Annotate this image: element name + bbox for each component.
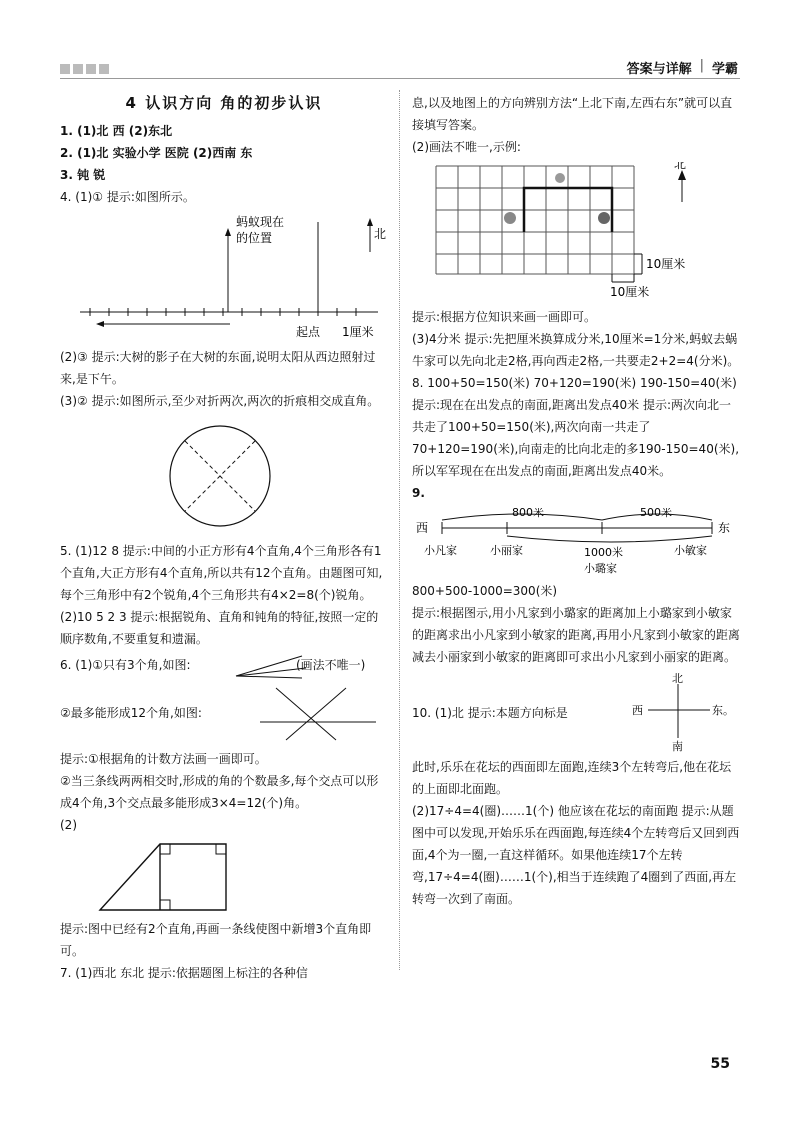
- right-column: [412, 92, 742, 910]
- hint-6-1: 提示:①根据角的计数方法画一画即可。: [60, 752, 267, 766]
- column-divider: [399, 90, 400, 970]
- answer-2: 2. (1)北 实验小学 医院 (2)西南 东: [60, 146, 253, 160]
- header-answer-label: 答案与详解: [626, 62, 692, 77]
- drawing-note: (画法不唯一): [296, 658, 366, 672]
- snail-icon: [504, 212, 516, 224]
- east-label: 东: [718, 521, 731, 535]
- answer-7-1: 7. (1)西北 东北 提示:依据题图上标注的各种信: [60, 966, 308, 980]
- answer-9-label: 9.: [412, 486, 425, 500]
- answer-7-3: (3)4分米 提示:先把厘米换算成分米,10厘米=1分米,蚂蚁去蜗牛家可以先向北走2格,再向西走2格,一共要走2+2=4(分米)。: [412, 332, 740, 368]
- unit-label: 1厘米: [342, 325, 374, 339]
- home-xiaoli: 小丽家: [490, 544, 523, 557]
- ant-label: 蚂蚁现在: [236, 215, 285, 229]
- answer-4-2: (2)③ 提示:大树的影子在大树的东面,说明太阳从西边照射过来,是下午。: [60, 350, 376, 386]
- three-angle-figure: [60, 654, 388, 680]
- section-title: 4 认识方向 角的初步认识: [125, 94, 323, 112]
- answer-5-1: 5. (1)12 8 提示:中间的小正方形有4个直角,4个三角形各有1个直角,大正方形有4个直角,所以共有12个直角。由题图可知,每个三角形中有2个锐角,4个三角形共有4×2=8(个)锐角。: [60, 544, 383, 602]
- folded-circle-figure: [60, 416, 388, 536]
- grid-unit-horizontal: 10厘米: [610, 285, 650, 299]
- answer-10-1: 10. (1)北 提示:本题方向标是: [412, 706, 568, 720]
- header-decoration: [60, 64, 109, 74]
- trapezoid-figure: [60, 840, 388, 914]
- compass-east: 东。: [712, 704, 734, 717]
- snail-icon-2: [555, 173, 565, 183]
- start-label: 起点: [296, 325, 321, 339]
- grid-map-figure: [412, 162, 742, 302]
- ant-icon: [598, 212, 610, 224]
- compass-north: 北: [672, 672, 683, 685]
- distance-800: 800米: [512, 508, 544, 519]
- distance-500: 500米: [640, 508, 672, 519]
- header-title: 答案与详解 | 学霸: [626, 58, 738, 77]
- answer-4-3: (3)② 提示:如图所示,至少对折两次,两次的折痕相交成直角。: [60, 394, 380, 408]
- answer-8: 8. 100+50=150(米) 70+120=190(米) 190-150=40(米) 提示:现在在出发点的南面,距离出发点40米 提示:两次向北一共走了100+50=150(米),两次向南一共走了70+120=190(米),向南走的比向北走的多190-150=40(米),所以军军现在在出发点的南面,距离出发点40米。: [412, 376, 740, 478]
- header-rule: [60, 78, 740, 79]
- grid-north-label: 北: [674, 162, 687, 171]
- answer-5-2: (2)10 5 2 3 提示:根据锐角、直角和钝角的特征,按照一定的顺序数角,不要重复和遗漏。: [60, 610, 379, 646]
- distance-line-figure: [412, 508, 742, 576]
- home-xiaofan: 小凡家: [424, 544, 457, 557]
- compass-west: 西: [632, 704, 643, 717]
- compass-row: [412, 672, 742, 752]
- answer-6-1: 6. (1)①只有3个角,如图:: [60, 658, 191, 672]
- answer-3: 3. 钝 锐: [60, 168, 106, 182]
- brand-logo: 学霸: [711, 62, 738, 77]
- answer-10-2: (2)17÷4=4(圈)……1(个) 他应该在花坛的南面跑 提示:从题图中可以发现,开始乐乐在西面跑,每连续4个左转弯后又回到西面,4个为一圈,一直这样循环。如果他连续17个左转弯,17÷4=4(圈)……1(个),相当于连续跑了4圈到了西面,再左转弯一次到了南面。: [412, 804, 740, 906]
- hint-7-2: 提示:根据方位知识来画一画即可。: [412, 310, 597, 324]
- ant-label-2: 的位置: [236, 231, 273, 245]
- distance-1000: 1000米: [584, 546, 623, 559]
- answer-10-cont: 此时,乐乐在花坛的西面即左面跑,连续3个左转弯后,他在花坛的上面即北面跑。: [412, 760, 732, 796]
- answer-4-1: 4. (1)① 提示:如图所示。: [60, 190, 195, 204]
- answer-9-calc: 800+500-1000=300(米): [412, 584, 558, 598]
- compass-south: 南: [672, 740, 683, 752]
- page-number: 55: [710, 1056, 730, 1072]
- answer-6-3: (2): [60, 818, 77, 832]
- answer-1: 1. (1)北 西 (2)东北: [60, 124, 173, 138]
- west-label: 西: [416, 521, 429, 535]
- hint-6-2: ②当三条线两两相交时,形成的角的个数最多,每个交点可以形成4个角,3个交点最多能形成3×4=12(个)角。: [60, 774, 379, 810]
- hint-6-3: 提示:图中已经有2个直角,再画一条线使图中新增3个直角即可。: [60, 922, 372, 958]
- home-xiaomin: 小敏家: [674, 544, 707, 557]
- home-xiaolu: 小璐家: [584, 562, 617, 575]
- grid-unit-vertical: 10厘米: [646, 257, 686, 271]
- answer-6-2: ②最多能形成12个角,如图:: [60, 706, 202, 720]
- north-label: 北: [374, 227, 387, 241]
- left-column: [60, 92, 388, 984]
- ant-ruler-figure: [60, 212, 388, 342]
- answer-7-cont: 息,以及地图上的方向辨别方法“上北下南,左西右东”就可以直接填写答案。: [412, 96, 733, 132]
- answer-7-2: (2)画法不唯一,示例:: [412, 140, 521, 154]
- twelve-angle-figure: [60, 684, 388, 744]
- hint-9: 提示:根据图示,用小凡家到小璐家的距离加上小璐家到小敏家的距离求出小凡家到小敏家的距离,再用小凡家到小敏家的距离减去小丽家到小敏家的距离即可求出小凡家到小丽家的距离。: [412, 606, 740, 664]
